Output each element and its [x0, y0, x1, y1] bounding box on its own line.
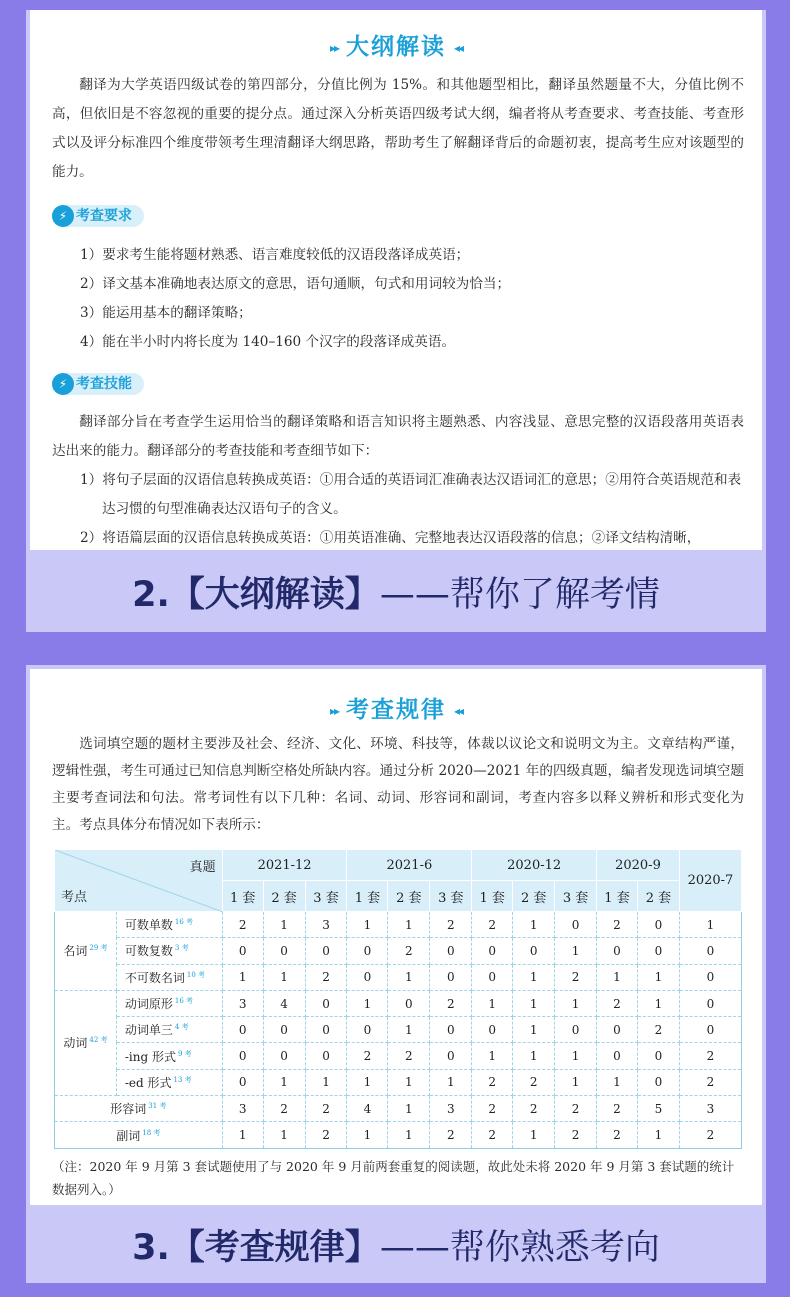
double-arrow-left-icon: ◂◂ [454, 703, 463, 718]
year-header: 2020-9 [597, 850, 680, 881]
table-cell: 1 [388, 1096, 430, 1122]
table-cell: 0 [430, 964, 472, 990]
row-label [116, 1043, 222, 1069]
table-cell: 1 [388, 1122, 430, 1148]
set-header: 3 套 [305, 881, 347, 912]
table-cell: 0 [347, 964, 388, 990]
table-cell: 3 [222, 990, 263, 1016]
table-cell: 0 [222, 1043, 263, 1069]
table-cell: 2 [637, 1017, 679, 1043]
table-cell: 3 [305, 912, 347, 938]
table-cell: 0 [555, 1017, 597, 1043]
table-cell: 2 [305, 1096, 347, 1122]
year-header: 2021-6 [347, 850, 472, 881]
table-cell: 4 [347, 1096, 388, 1122]
table-cell: 0 [679, 1017, 741, 1043]
table-cell: 1 [388, 912, 430, 938]
table-cell: 2 [679, 1069, 741, 1095]
table-cell: 2 [472, 912, 513, 938]
table-cell: 1 [637, 1122, 679, 1148]
table-row [55, 964, 742, 990]
year-header: 2020-12 [472, 850, 597, 881]
table-cell: 0 [597, 938, 638, 964]
table-cell: 2 [347, 1043, 388, 1069]
table-cell: 2 [472, 1096, 513, 1122]
table-cell: 1 [555, 1069, 597, 1095]
row-count: 16 考 [174, 997, 194, 1006]
year-header: 2020-7 [679, 850, 741, 912]
requirements-heading: ⚡ 考查要求 [52, 205, 144, 227]
table-cell: 0 [555, 912, 597, 938]
table-cell: 1 [513, 1017, 555, 1043]
table-cell: 0 [263, 1017, 305, 1043]
table-cell: 1 [637, 964, 679, 990]
row-label [55, 1122, 223, 1148]
table-cell: 2 [555, 964, 597, 990]
double-arrow-right-icon: ▸▸ [329, 40, 338, 55]
outline-intro: 翻译为大学英语四级试卷的第四部分，分值比例为 15%。和其他题型相比，翻译虽然题量不大，分值比例不高，但依旧是不容忽视的重要的提分点。通过深入分析英语四级考试大纲，编者将从考查要求、考查技能、考查形式以及评分标准四个维度带领考生理清翻译大纲思路，帮助考生了解翻译背后的命题初衷，提高考生应对该题型的能力。 [52, 77, 744, 180]
table-cell: 1 [430, 1069, 472, 1095]
table-cell: 0 [637, 1069, 679, 1095]
set-header: 1 套 [472, 881, 513, 912]
table-cell: 1 [388, 1017, 430, 1043]
row-count: 9 考 [178, 1049, 192, 1058]
table-cell: 0 [222, 938, 263, 964]
table-cell: 1 [472, 990, 513, 1016]
table-cell: 2 [679, 1043, 741, 1069]
row-label-text: -ing 形式 [124, 1049, 176, 1064]
table-cell: 1 [263, 1069, 305, 1095]
table-cell: 2 [430, 990, 472, 1016]
table-cell: 1 [305, 1069, 347, 1095]
table-cell: 0 [637, 912, 679, 938]
table-row [55, 1017, 742, 1043]
table-cell: 1 [555, 938, 597, 964]
table-cell: 1 [513, 1043, 555, 1069]
set-header: 2 套 [263, 881, 305, 912]
group-count: 42 考 [89, 1036, 108, 1045]
set-header: 1 套 [597, 881, 638, 912]
table-cell: 1 [513, 964, 555, 990]
table-cell: 0 [305, 1043, 347, 1069]
table-cell: 1 [347, 990, 388, 1016]
table-cell: 2 [472, 1122, 513, 1148]
table-row [55, 990, 742, 1016]
skills-heading: ⚡ 考查技能 [52, 373, 144, 395]
table-cell: 0 [679, 990, 741, 1016]
row-count: 3 考 [174, 944, 189, 953]
table-cell: 1 [679, 912, 741, 938]
table-cell: 1 [513, 912, 555, 938]
group-count: 29 考 [89, 944, 108, 953]
table-cell: 3 [222, 1096, 263, 1122]
row-label-text: 不可数名词 [124, 970, 185, 985]
table-cell: 1 [388, 1069, 430, 1095]
row-label-text: 动词单三 [124, 1023, 173, 1038]
table-cell: 1 [513, 990, 555, 1016]
skills-intro: 翻译部分旨在考查学生运用恰当的翻译策略和语言知识将主题熟悉、内容浅显、意思完整的汉语段落用英语表达出来的能力。翻译部分的考查技能和考查细节如下： [52, 414, 744, 459]
table-note: （注：2020 年 9 月第 3 套试题使用了与 2020 年 9 月前两套重复的阅读题，故此处未将 2020 年 9 月第 3 套试题的统计数据列入。） [52, 1159, 735, 1197]
table-cell: 2 [430, 912, 472, 938]
table-cell: 0 [472, 1017, 513, 1043]
table-cell: 2 [555, 1122, 597, 1148]
section-title: ▸▸ 考查规律 ◂◂ [329, 697, 463, 723]
table-cell: 2 [305, 1122, 347, 1148]
table-cell: 1 [347, 1122, 388, 1148]
requirement-item: 4）能在半小时内将长度为 140–160 个汉字的段落译成英语。 [80, 334, 456, 350]
table-cell: 1 [597, 964, 638, 990]
table-row [55, 1096, 742, 1122]
table-cell: 2 [679, 1122, 741, 1148]
table-cell: 1 [388, 964, 430, 990]
table-cell: 2 [555, 1096, 597, 1122]
table-cell: 2 [597, 1122, 638, 1148]
row-label [116, 1069, 222, 1095]
group-label [55, 990, 117, 1095]
year-header: 2021-12 [222, 850, 347, 881]
table-cell: 0 [347, 1017, 388, 1043]
set-header: 1 套 [347, 881, 388, 912]
table-row [55, 912, 742, 938]
table-cell: 1 [555, 990, 597, 1016]
table-cell: 2 [513, 1096, 555, 1122]
table-cell: 0 [347, 938, 388, 964]
requirement-item: 3）能运用基本的翻译策略； [80, 305, 252, 321]
table-cell: 1 [597, 1069, 638, 1095]
table-cell: 2 [430, 1122, 472, 1148]
table-cell: 2 [305, 964, 347, 990]
row-label-text: 可数单数 [124, 918, 173, 933]
table-cell: 0 [472, 938, 513, 964]
table-cell: 0 [263, 938, 305, 964]
skill-item: 2）将语篇层面的汉语信息转换成英语：①用英语准确、完整地表达汉语段落的信息；②译文结构清晰， [80, 530, 701, 546]
section-title: ▸▸ 大纲解读 ◂◂ [329, 34, 463, 60]
row-count: 4 考 [174, 1023, 189, 1032]
table-cell: 1 [347, 1069, 388, 1095]
table-cell: 1 [263, 912, 305, 938]
lightning-icon: ⚡ [52, 205, 74, 227]
table-cell: 1 [263, 1122, 305, 1148]
table-cell: 0 [679, 964, 741, 990]
table-cell: 0 [222, 1069, 263, 1095]
table-cell: 1 [637, 990, 679, 1016]
table-cell: 1 [555, 1043, 597, 1069]
panel-caption: 2.【大纲解读】——帮你了解考情 [132, 575, 660, 615]
table-cell: 2 [597, 990, 638, 1016]
row-count: 16 考 [174, 918, 194, 927]
row-count: 18 考 [142, 1128, 161, 1137]
table-cell: 2 [222, 912, 263, 938]
table-row [55, 1122, 742, 1148]
pattern-panel [26, 665, 766, 1283]
table-cell: 0 [472, 964, 513, 990]
table-cell: 1 [222, 1122, 263, 1148]
distribution-table [54, 849, 742, 1149]
table-row [55, 1069, 742, 1095]
row-label-text: 副词 [116, 1128, 141, 1143]
corner-top-label: 真题 [189, 860, 216, 875]
requirement-item: 2）译文基本准确地表达原文的意思，语句通顺，句式和用词较为恰当； [80, 276, 511, 292]
table-cell: 0 [597, 1017, 638, 1043]
requirement-item: 1）要求考生能将题材熟悉、语言难度较低的汉语段落译成英语； [80, 247, 470, 263]
table-cell: 0 [305, 1017, 347, 1043]
group-label [55, 912, 117, 991]
table-cell: 0 [305, 990, 347, 1016]
table-cell: 3 [679, 1096, 741, 1122]
outline-page [30, 10, 762, 550]
panel-caption: 3.【考查规律】——帮你熟悉考向 [132, 1228, 660, 1268]
table-cell: 0 [637, 1043, 679, 1069]
table-cell: 0 [513, 938, 555, 964]
row-label-text: 可数复数 [124, 944, 173, 959]
table-row [55, 938, 742, 964]
set-header: 1 套 [222, 881, 263, 912]
table-cell: 1 [513, 1122, 555, 1148]
table-cell: 4 [263, 990, 305, 1016]
table-cell: 0 [637, 938, 679, 964]
corner-header [55, 850, 223, 912]
lightning-icon: ⚡ [52, 373, 74, 395]
table-cell: 0 [388, 990, 430, 1016]
table-cell: 0 [597, 1043, 638, 1069]
set-header: 2 套 [513, 881, 555, 912]
pattern-intro: 选词填空题的题材主要涉及社会、经济、文化、环境、科技等，体裁以议论文和说明文为主。文章结构严谨，逻辑性强，考生可通过已知信息判断空格处所缺内容。通过分析 2020—2021 年的四级真题，编者发现选词填空题主要考查词法和句法。常考词性有以下几种：名词、动词、形容词和副词，考查内容多以释义辨析和形式变化为主。考点具体分布情况如下表所示： [52, 736, 744, 833]
row-label-text: 形容词 [110, 1102, 147, 1117]
table-cell: 1 [347, 912, 388, 938]
row-label [116, 938, 222, 964]
table-cell: 0 [263, 1043, 305, 1069]
table-cell: 1 [472, 1043, 513, 1069]
table-cell: 2 [472, 1069, 513, 1095]
table-cell: 0 [430, 938, 472, 964]
table-cell: 2 [388, 938, 430, 964]
table-cell: 2 [597, 1096, 638, 1122]
group-name: 名词 [63, 944, 88, 959]
table-cell: 5 [637, 1096, 679, 1122]
row-count: 13 考 [173, 1075, 192, 1084]
table-cell: 0 [305, 938, 347, 964]
outline-panel [26, 10, 766, 632]
table-cell: 0 [430, 1017, 472, 1043]
row-label-text: 动词原形 [124, 997, 173, 1012]
set-header: 3 套 [555, 881, 597, 912]
row-label [116, 990, 222, 1016]
double-arrow-right-icon: ▸▸ [329, 703, 338, 718]
table-cell: 0 [430, 1043, 472, 1069]
row-count: 31 考 [148, 1102, 167, 1111]
set-header: 3 套 [430, 881, 472, 912]
row-label-text: -ed 形式 [124, 1075, 172, 1090]
skill-item: 1）将句子层面的汉语信息转换成英语：①用合适的英语词汇准确表达汉语词汇的意思；②用符合英语规范和表达习惯的句型准确表达汉语句子的含义。 [80, 472, 742, 517]
row-label [55, 1096, 223, 1122]
row-count: 10 考 [186, 970, 206, 979]
set-header: 2 套 [388, 881, 430, 912]
row-label [116, 964, 222, 990]
table-cell: 0 [222, 1017, 263, 1043]
table-cell: 1 [222, 964, 263, 990]
group-name: 动词 [63, 1036, 88, 1051]
corner-bottom-label: 考点 [61, 890, 88, 905]
table-row [55, 1043, 742, 1069]
table-cell: 0 [679, 938, 741, 964]
row-label [116, 1017, 222, 1043]
pattern-page [30, 669, 762, 1205]
set-header: 2 套 [637, 881, 679, 912]
table-cell: 2 [263, 1096, 305, 1122]
table-cell: 2 [513, 1069, 555, 1095]
table-cell: 3 [430, 1096, 472, 1122]
row-label [116, 912, 222, 938]
double-arrow-left-icon: ◂◂ [454, 40, 463, 55]
table-cell: 1 [263, 964, 305, 990]
table-body [55, 912, 742, 1149]
table-cell: 2 [388, 1043, 430, 1069]
table-cell: 2 [597, 912, 638, 938]
